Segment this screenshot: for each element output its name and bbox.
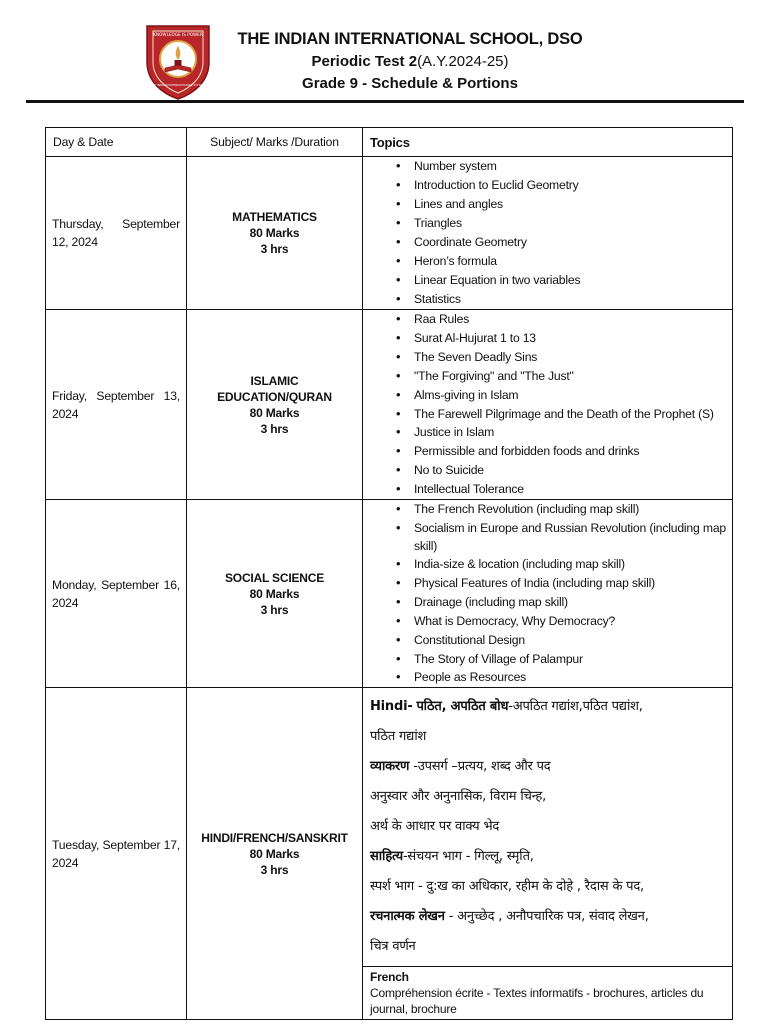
topic-item: • Drainage (including map skill) xyxy=(363,593,726,612)
header-divider xyxy=(26,100,744,103)
hindi-text: स्पर्श भाग - दु:ख का अधिकार, रहीम के दोहे , रैदास के पद, xyxy=(370,879,644,895)
subject-name: SOCIAL SCIENCE xyxy=(225,570,324,585)
table-row-social-science xyxy=(46,500,733,688)
topic-item: • No to Suicide xyxy=(363,461,726,480)
topic-item: • The French Revolution (including map skill) xyxy=(363,500,726,519)
column-header-date: Day & Date xyxy=(46,128,187,157)
subject-name: HINDI/FRENCH/SANSKRIT xyxy=(201,830,348,845)
header-text xyxy=(200,28,620,95)
page-header xyxy=(0,0,768,104)
topics-cell xyxy=(363,688,733,1020)
topic-item: • People as Resources xyxy=(363,668,726,687)
topic-item: • Introduction to Euclid Geometry xyxy=(363,176,726,195)
topics-list xyxy=(363,157,732,308)
subject-name: MATHEMATICS xyxy=(232,210,317,224)
hindi-text: चित्र वर्णन xyxy=(370,939,416,955)
topic-item: • Raa Rules xyxy=(363,310,726,329)
column-header-subject: Subject/ Marks /Duration xyxy=(187,128,363,157)
topic-item: • Coordinate Geometry xyxy=(363,233,726,252)
exam-date: Tuesday, September 17, 2024 xyxy=(46,688,187,1020)
topic-item: • Constitutional Design xyxy=(363,631,726,650)
subject-marks: 80 Marks xyxy=(249,226,300,240)
svg-text:THE INDIAN INTERNATIONAL SCHOO: THE INDIAN INTERNATIONAL SCHOOL xyxy=(149,83,207,87)
table-header-row xyxy=(46,128,733,157)
hindi-text: अर्थ के आधार पर वाक्य भेद xyxy=(370,819,500,835)
subject-duration: 3 hrs xyxy=(260,421,289,436)
topic-item: • The Farewell Pilgrimage and the Death of the Prophet (S) xyxy=(363,405,726,424)
hindi-text: -उपसर्ग –प्रत्यय, शब्द और पद xyxy=(409,759,551,775)
topic-item: • Number system xyxy=(363,157,726,176)
topic-item: • Surat Al-Hujurat 1 to 13 xyxy=(363,329,726,348)
topics-cell xyxy=(363,157,733,310)
hindi-text: पठित, अपठित बोध xyxy=(416,699,509,715)
subject-marks: 80 Marks xyxy=(249,405,300,420)
topic-item: • Alms-giving in Islam xyxy=(363,386,726,405)
table-row-mathematics xyxy=(46,157,733,310)
subject-cell xyxy=(187,500,363,688)
table-row-languages xyxy=(46,688,733,1020)
academic-year: (A.Y.2024-25) xyxy=(417,53,509,70)
grade-line: Grade 9 - Schedule & Portions xyxy=(302,75,518,92)
subject-name: ISLAMIC EDUCATION/QURAN xyxy=(217,373,332,404)
hindi-label: Hindi- xyxy=(370,699,413,715)
exam-date: Monday, September 16, 2024 xyxy=(46,500,187,688)
subject-duration: 3 hrs xyxy=(260,602,289,617)
subject-marks: 80 Marks xyxy=(249,846,300,861)
topic-item: • Permissible and forbidden foods and drinks xyxy=(363,442,726,461)
topic-item: • Linear Equation in two variables xyxy=(363,271,726,290)
hindi-text: -अपठित गद्यांश,पठित पद्यांश, xyxy=(508,699,643,715)
topic-item: • "The Forgiving" and "The Just" xyxy=(363,367,726,386)
french-text: Compréhension écrite - Textes informatifs - brochures, articles du journal, brochure xyxy=(370,986,704,1017)
hindi-text: -संचयन भाग - गिल्लू, स्मृति, xyxy=(402,849,534,865)
subject-duration: 3 hrs xyxy=(260,862,289,877)
topics-cell xyxy=(363,500,733,688)
topic-item: • Socialism in Europe and Russian Revolution (including map skill) xyxy=(363,519,726,555)
column-header-topics: Topics xyxy=(363,128,733,157)
subject-cell xyxy=(187,310,363,500)
hindi-text: व्याकरण xyxy=(370,759,410,775)
french-portions xyxy=(363,966,732,1019)
hindi-text: रचनात्मक लेखन xyxy=(370,909,445,925)
subject-cell xyxy=(187,157,363,310)
exam-date: Thursday, September 12, 2024 xyxy=(46,157,187,310)
topic-item: • The Seven Deadly Sins xyxy=(363,348,726,367)
hindi-text: अनुस्वार और अनुनासिक, विराम चिन्ह, xyxy=(370,789,547,805)
topic-item: • Heron’s formula xyxy=(363,252,726,271)
topic-item: • Statistics xyxy=(363,290,726,309)
test-title: Periodic Test 2(A.Y.2024-25) xyxy=(311,53,509,70)
hindi-text: साहित्य xyxy=(370,849,403,865)
hindi-text: - अनुच्छेद , अनौपचारिक पत्र, संवाद लेखन, xyxy=(444,909,649,925)
school-name: THE INDIAN INTERNATIONAL SCHOOL, DSO xyxy=(237,30,583,48)
exam-date: Friday, September 13, 2024 xyxy=(46,310,187,500)
topic-item: • Intellectual Tolerance xyxy=(363,480,726,499)
topic-item: • The Story of Village of Palampur xyxy=(363,650,726,669)
topic-item: • Triangles xyxy=(363,214,726,233)
svg-text:KNOWLEDGE IS POWER: KNOWLEDGE IS POWER xyxy=(153,32,203,37)
table-row-islamic-education xyxy=(46,310,733,500)
topic-item: • India-size & location (including map skill) xyxy=(363,555,726,574)
hindi-portions xyxy=(363,688,732,966)
topics-cell xyxy=(363,310,733,500)
subject-duration: 3 hrs xyxy=(260,242,289,256)
hindi-text: पठित गद्यांश xyxy=(370,729,427,745)
french-heading: French xyxy=(370,970,409,985)
topic-item: • What is Democracy, Why Democracy? xyxy=(363,612,726,631)
subject-marks: 80 Marks xyxy=(249,586,300,601)
topic-item: • Justice in Islam xyxy=(363,423,726,442)
subject-cell xyxy=(187,688,363,1020)
topic-item: • Physical Features of India (including map skill) xyxy=(363,574,726,593)
topics-list xyxy=(363,500,732,687)
schedule-table xyxy=(45,127,733,1020)
topics-list xyxy=(363,310,732,499)
topic-item: • Lines and angles xyxy=(363,195,726,214)
